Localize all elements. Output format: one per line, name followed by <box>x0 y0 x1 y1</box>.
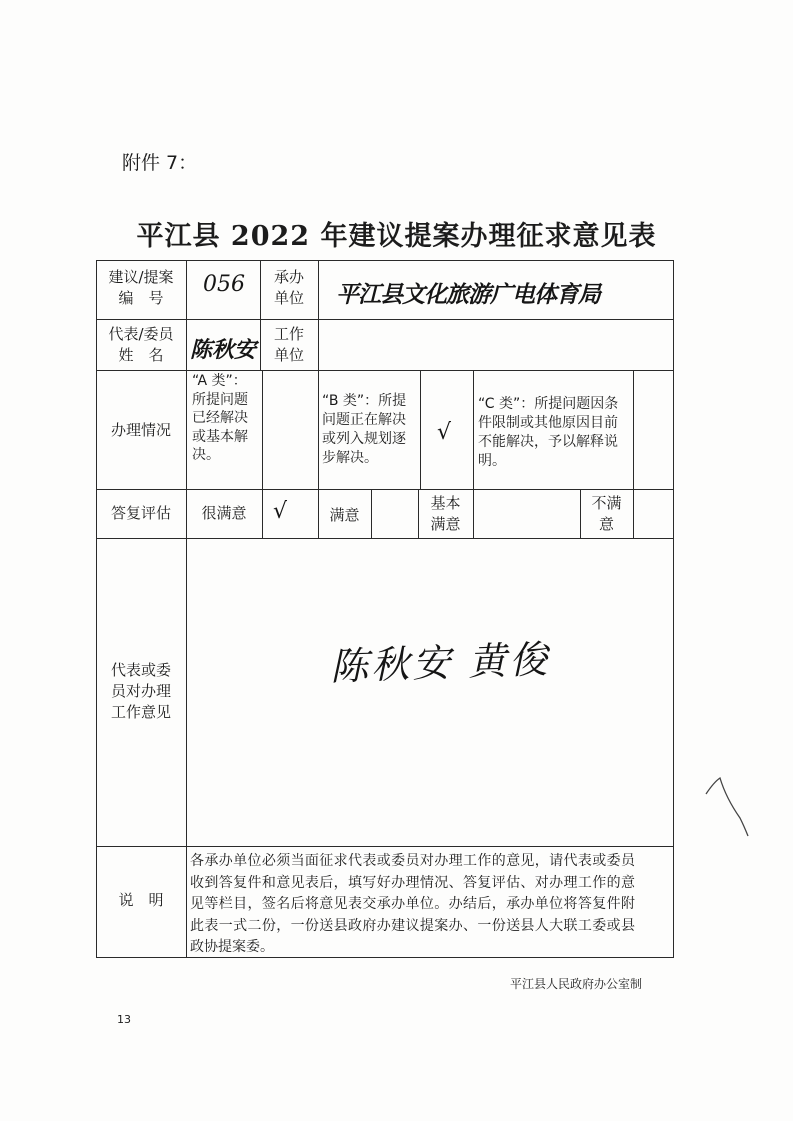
note-text: 各承办单位必须当面征求代表或委员对办理工作的意见，请代表或委员收到答复件和意见表后，填写好办理情况、答复评估、对办理工作的意见等栏目，签名后将意见表交承办单位。办结后，承办单位将答复件附此表一式二份，一份送县政府办建议提案办、一份送县人大联工委或县政协提案委。 <box>190 853 635 955</box>
very-satisfied-label: 很满意 <box>201 504 247 522</box>
very-satisfied-check: √ <box>273 499 288 524</box>
satisfied-label: 满意 <box>329 506 360 524</box>
work-unit-label <box>260 324 318 366</box>
opinion-label-line3: 工作意见 <box>110 703 171 721</box>
opinion-label-line2: 员对办理 <box>110 682 171 700</box>
basic-satisfied-label-line2: 满意 <box>430 515 461 533</box>
opinion-label-line1: 代表或委 <box>110 661 171 679</box>
reply-evaluation-label: 答复评估 <box>110 504 171 522</box>
opinion-label <box>96 660 186 723</box>
unsatisfied-label <box>580 493 633 535</box>
page-number: 13 <box>117 1013 131 1026</box>
status-c-text: “C 类”：所提问题因条件限制或其他原因目前不能解决，予以解释说明。 <box>478 396 619 469</box>
form-title: 平江县 2022 年建议提案办理征求意见表 <box>136 221 657 252</box>
issuer-footer: 平江县人民政府办公室制 <box>510 977 643 991</box>
handling-unit-label <box>260 267 318 309</box>
rep-name-value: 陈秋安 <box>190 337 257 363</box>
note-label: 说 明 <box>118 891 164 909</box>
attachment-label: 附件 7： <box>122 152 198 174</box>
proposal-no-label <box>96 267 186 309</box>
work-unit-label-line2: 单位 <box>273 346 304 364</box>
proposal-no-label-line1: 建议/提案 <box>108 268 174 286</box>
status-label: 办理情况 <box>110 421 171 439</box>
scan-mark <box>700 760 760 840</box>
basic-satisfied-label-line1: 基本 <box>430 494 461 512</box>
proposal-no-label-line2: 编 号 <box>118 289 164 307</box>
rep-name-label-line1: 代表/委员 <box>108 325 174 343</box>
handling-unit-label-line2: 单位 <box>273 289 304 307</box>
proposal-no-value: 056 <box>203 272 245 297</box>
status-a-text: “A 类”：所提问题已经解决或基本解决。 <box>192 373 248 463</box>
handling-unit-value: 平江县文化旅游广电体育局 <box>336 281 600 308</box>
rep-name-label <box>96 324 186 366</box>
basic-satisfied-label <box>418 493 473 535</box>
handling-unit-label-line1: 承办 <box>273 268 304 286</box>
status-b-check: √ <box>437 420 452 445</box>
status-b-text: “B 类”：所提问题正在解决或列入规划逐步解决。 <box>322 393 407 466</box>
opinion-signature: 陈秋安 黄俊 <box>329 637 551 689</box>
work-unit-label-line1: 工作 <box>273 325 304 343</box>
unsatisfied-label-line2: 意 <box>598 515 614 533</box>
rep-name-label-line2: 姓 名 <box>118 346 164 364</box>
unsatisfied-label-line1: 不满 <box>591 494 622 512</box>
